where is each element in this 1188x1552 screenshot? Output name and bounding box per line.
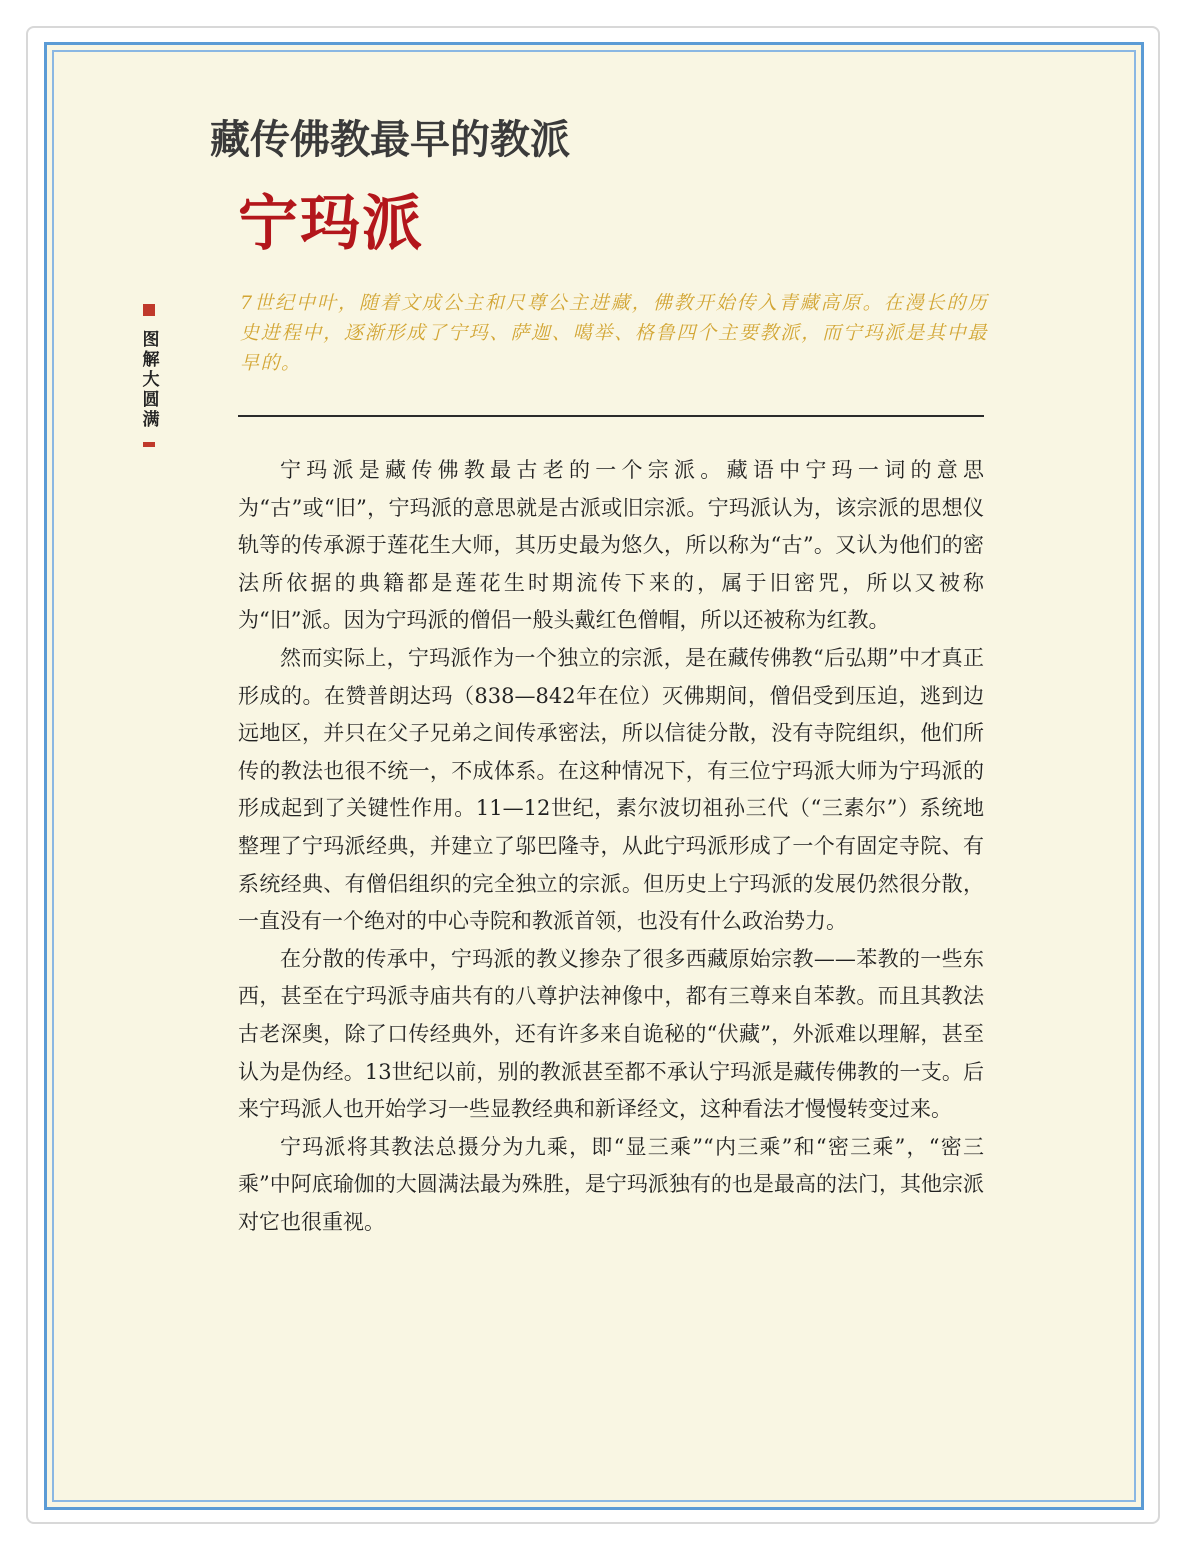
page-kicker: 藏传佛教最早的教派 xyxy=(210,117,570,163)
body-paragraph: 在分散的传承中，宁玛派的教义掺杂了很多西藏原始宗教——苯教的一些东西，甚至在宁玛派寺庙共有的八尊护法神像中，都有三尊来自苯教。而且其教法古老深奥，除了口传经典外，还有许多来自诡秘的“伏藏”，外派难以理解，甚至认为是伪经。13世纪以前，别的教派甚至都不承认宁玛派是藏传佛教的一支。后来宁玛派人也开始学习一些显教经典和新译经文，这种看法才慢慢转变过来。 xyxy=(238,946,984,1122)
side-label-text: 图解大圆满 xyxy=(138,330,159,430)
seal-mark-icon xyxy=(143,442,155,447)
body-text xyxy=(238,452,984,1241)
page-title: 宁玛派 xyxy=(238,189,424,259)
body-paragraph: 然而实际上，宁玛派作为一个独立的宗派，是在藏传佛教“后弘期”中才真正形成的。在赞普朗达玛（838—842年在位）灭佛期间，僧侣受到压迫，逃到边远地区，并只在父子兄弟之间传承密法，所以信徒分散，没有寺院组织，他们所传的教法也很不统一，不成体系。在这种情况下，有三位宁玛派大师为宁玛派的形成起到了关键性作用。11—12世纪，素尔波切祖孙三代（“三素尔”）系统地整理了宁玛派经典，并建立了邬巴隆寺，从此宁玛派形成了一个有固定寺院、有系统经典、有僧侣组织的完全独立的宗派。但历史上宁玛派的发展仍然很分散，一直没有一个绝对的中心寺院和教派首领，也没有什么政治势力。 xyxy=(238,645,984,934)
intro-paragraph: 7世纪中叶，随着文成公主和尺尊公主进藏，佛教开始传入青藏高原。在漫长的历史进程中，逐渐形成了宁玛、萨迦、噶举、格鲁四个主要教派，而宁玛派是其中最早的。 xyxy=(240,292,988,374)
body-paragraph: 宁玛派是藏传佛教最古老的一个宗派。藏语中宁玛一词的意思为“古”或“旧”，宁玛派的意思就是古派或旧宗派。宁玛派认为，该宗派的思想仪轨等的传承源于莲花生大师，其历史最为悠久，所以称为“古”。又认为他们的密法所依据的典籍都是莲花生时期流传下来的，属于旧密咒，所以又被称为“旧”派。因为宁玛派的僧侣一般头戴红色僧帽，所以还被称为红教。 xyxy=(238,458,984,633)
side-label xyxy=(138,304,160,447)
section-divider xyxy=(238,415,984,417)
seal-icon xyxy=(143,304,155,316)
body-paragraph: 宁玛派将其教法总摄分为九乘，即“显三乘”“内三乘”和“密三乘”，“密三乘”中阿底瑜伽的大圆满法最为殊胜，是宁玛派独有的也是最高的法门，其他宗派对它也很重视。 xyxy=(238,1134,984,1234)
